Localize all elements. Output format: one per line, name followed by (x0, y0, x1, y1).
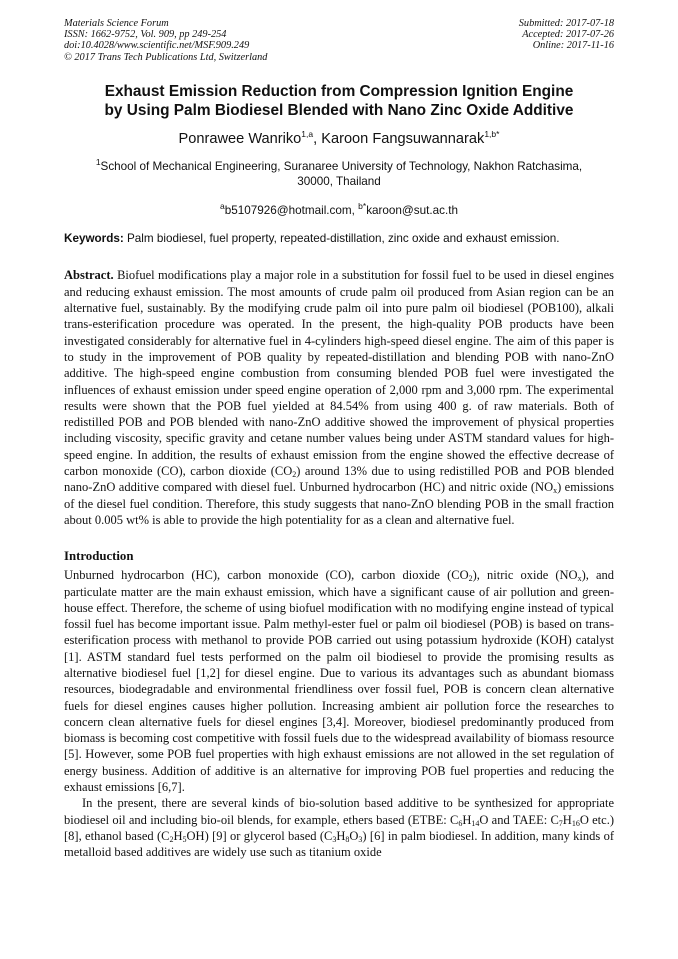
author-list (64, 125, 614, 148)
keywords-label: Keywords: (64, 232, 124, 246)
author-1-affil: 1,a (301, 128, 314, 139)
email-b-sup: b* (358, 200, 367, 211)
affiliation (64, 155, 614, 190)
abstract: Abstract. Biofuel modifications play a major role in a substitution for fossil fuel to be used in diesel engines and reducing exhaust emission. The most amounts of crude palm oil produced from Asian region can be an alternative fuel, sustainably. By the modifying crude palm oil into pure palm oil biodiesel (POB100), alkali trans-esterification procedure was operated. In the present, the high-quality POB products have been investigated considerably for alternative fuel in 4-cylinders high-speed diesel engine. The aim of this paper is to study in the improvement of POB quality by repeated-distillation and blending POB with nano-ZnO additive. The high-speed engine combustion from consuming blended POB fuel were investigated the influences of exhaust emission under speed engine operation of 2,000 rpm and 3,000 rpm. The experimental results were shown that the POB fuel yielded at 84.54% from using 400 g. of raw materials. Both of redistilled POB and POB blended with nano-ZnO additive showed the improvement of physical properties including viscosity, specific gravity and cetane number values being under ASTM standard values for high-speed engine. In addition, the results of exhaust emission from the engine showed the effective decrease of carbon monoxide (CO), carbon dioxide $(CO_2)$ around 13% due to using redistilled POB and POB blended nano-ZnO additive compared with diesel fuel. Unburned hydrocarbon (HC) and nitric oxide $(NO_x)$ emissions of the diesel fuel condition. Therefore, this study suggests that nano-ZnO blending POB in the small fraction about 0.005 wt% is able to provide the high potentiality for as a clean and alternative fuel. (64, 268, 614, 527)
author-1: Ponrawee Wanriko (178, 130, 302, 147)
author-2: Karoon Fangsuwannarak (321, 130, 485, 147)
author-emails (64, 199, 614, 218)
abstract-label: Abstract. (64, 268, 114, 283)
paper-title (64, 82, 614, 120)
date-online: Online: 2017-11-16 (532, 40, 614, 52)
date-accepted: Accepted: 2017-07-26 (522, 29, 614, 41)
journal-copyright: © 2017 Trans Tech Publications Ltd, Switzerland (64, 51, 268, 63)
affiliation-sup: 1 (95, 156, 101, 167)
intro-paragraph-2: In the present, there are several kinds of bio-solution based additive to be synthesized for appropriate biodiesel oil and including bio-oil blends, for example, ethers based (ETBE: $C_6H_{14}O$ and TAEE: $C_7H_{16}O$ etc.) [8], ethanol based $(C_2H_5OH)$ [9] or glycerol based $(C_3H_8O_3)$ [6] in palm biodiesel. In addition, many kinds of metalloid based additives are widely use such as titanium oxide (64, 796, 614, 860)
journal-header (64, 18, 614, 63)
affiliation-line-1: $^1$School of Mechanical Engineering, Suranaree University of Technology, Nakhon Ratchasima, (95, 156, 583, 173)
journal-issn: ISSN: 1662-9752, Vol. 909, pp 249-254 (64, 29, 227, 41)
intro-paragraph-1: Unburned hydrocarbon (HC), carbon monoxide (CO), carbon dioxide $(CO_2)$, nitric oxide $(NO_x)$, and particulate matter are the main exhaust emission, which have a significant cause of air pollution and green-house effect. Therefore, the scheme of using biofuel modification with no modifying engine instead of typical fossil fuel has become important issue. Palm methyl-ester fuel or palm oil biodiesel (POB) is based on trans-esterification process with methanol to provide POB carried out using potassium hydroxide (KOH) catalyst [1]. ASTM standard fuel tests performed on the palm oil biodiesel to provide the promising results as alternative biodiesel fuel [1,2] for diesel engine. Due to various its advantages such as abundant biomass resources, biodegradable and environmental friendliness over fossil fuel, POB is concern clean alternative fuels for diesel engines causes higher pollution. Increasing ambient air pollution force the researches to concern clean alternative fuels for diesel engines [3,4]. Moreover, biodiesel predominantly produced from biomass is becoming cost competitive with fossil fuels due to the widespread availability of biomass resource [5]. However, some POB fuel properties with high exhaust emissions are not allowed in the set regulation of energy business. Addition of additive is an alternative for improving POB fuel properties and reducing the exhaust emissions [6,7]. (64, 568, 614, 795)
email-a: b5107926@hotmail.com, (224, 203, 359, 217)
title-line-1: Exhaust Emission Reduction from Compression Ignition Engine (104, 82, 574, 100)
email-a-sup: a (220, 200, 225, 211)
publication-dates (519, 18, 614, 63)
affiliation-line-2: 30000, Thailand (297, 175, 381, 189)
section-heading-introduction: Introduction (64, 549, 134, 564)
journal-name: Materials Science Forum (64, 18, 169, 29)
title-line-2: by Using Palm Biodiesel Blended with Nano Zinc Oxide Additive (104, 101, 574, 119)
keywords (64, 231, 614, 246)
journal-info (64, 18, 267, 63)
author-2-affil: 1,b* (484, 128, 500, 139)
author-separator: , (313, 130, 322, 147)
keywords-text: Palm biodiesel, fuel property, repeated-distillation, zinc oxide and exhaust emission. (123, 232, 560, 246)
journal-doi: doi:10.4028/www.scientific.net/MSF.909.249 (64, 40, 250, 52)
email-b: karoon@sut.ac.th (366, 203, 458, 217)
date-submitted: Submitted: 2017-07-18 (518, 18, 614, 29)
